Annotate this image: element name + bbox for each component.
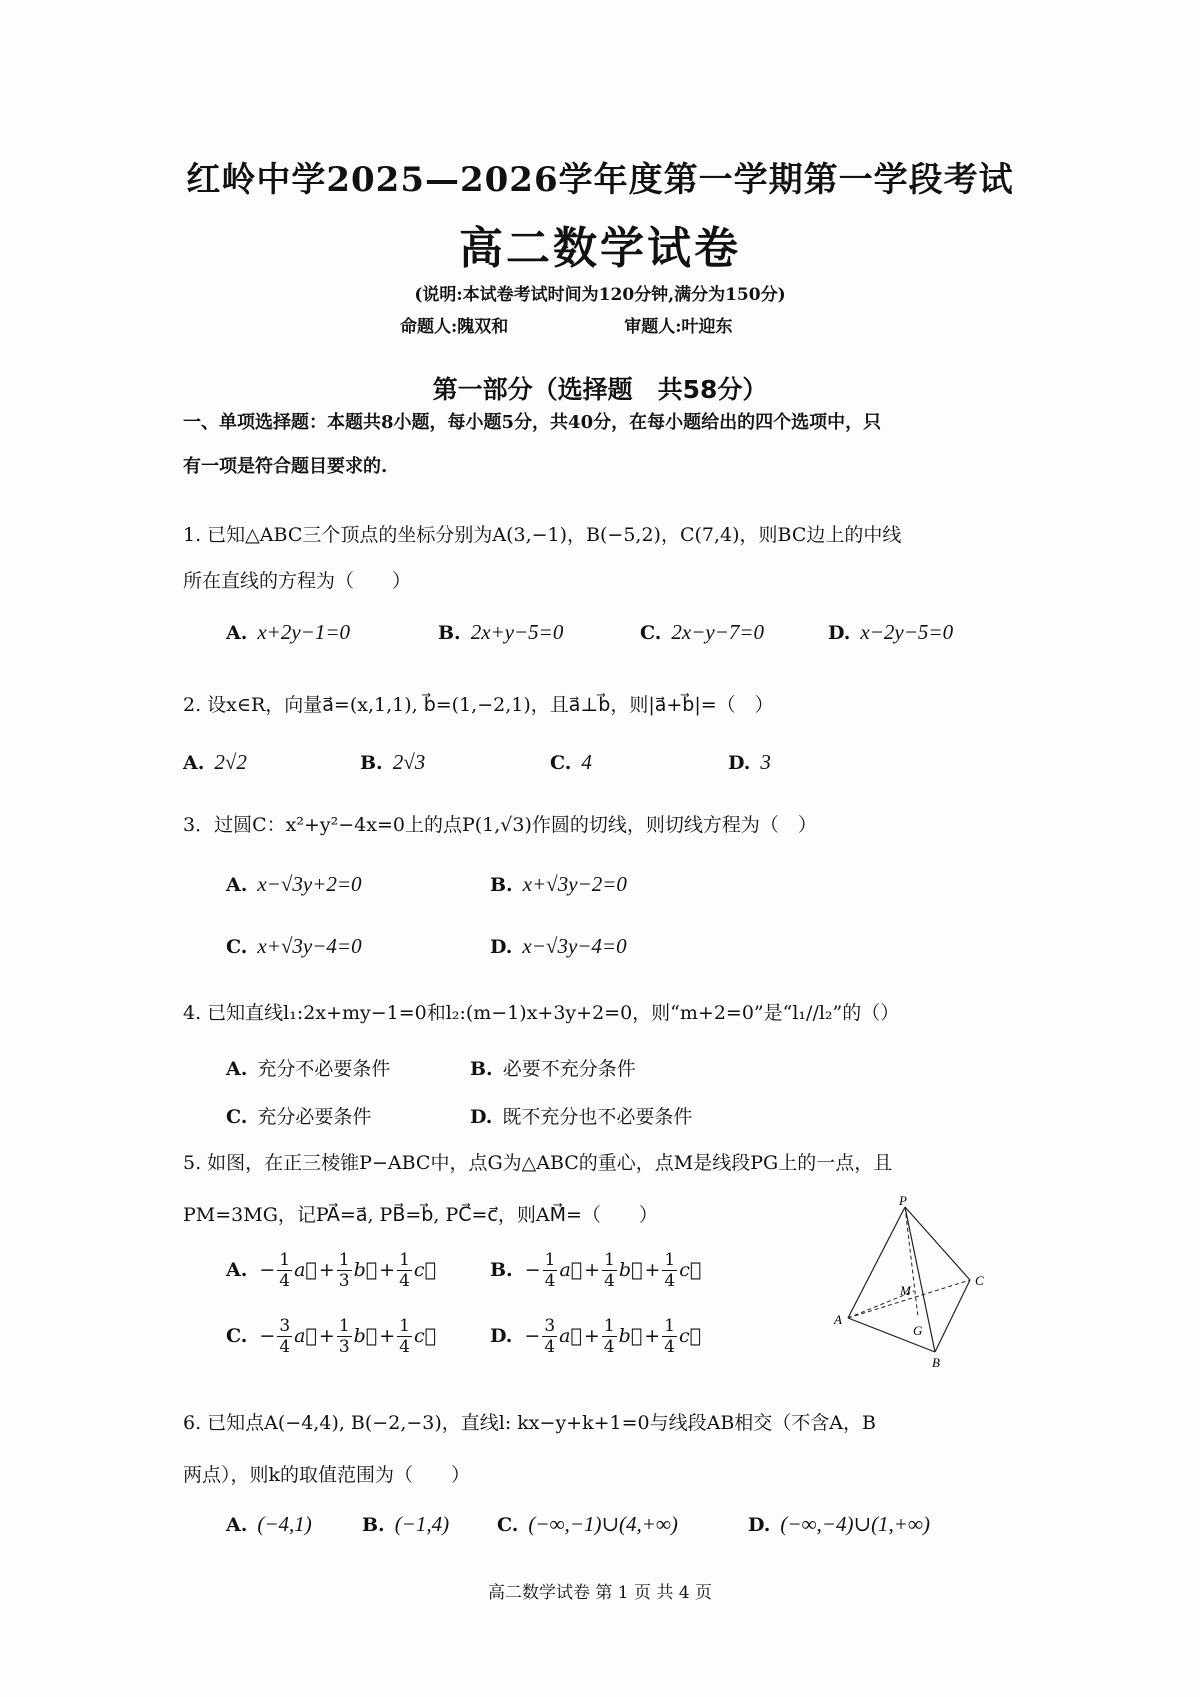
term-sign: + xyxy=(583,1324,600,1347)
section-instruction-line1: 一、单项选择题：本题共8小题，每小题5分，共40分，在每小题给出的四个选项中，只 xyxy=(183,412,882,433)
q1-option-b: B. 2x+y−5=0 xyxy=(438,620,564,644)
label-m: M xyxy=(900,1283,911,1298)
term-sign: − xyxy=(259,1324,276,1347)
vector-symbol: c⃗ xyxy=(413,1258,436,1281)
q4-stem: 4. 已知直线l₁:2x+my−1=0和l₂:(m−1)x+3y+2=0，则“m+2=0”是“l₁//l₂”的（） xyxy=(183,1002,900,1024)
term-sign: + xyxy=(379,1324,396,1347)
q6-option-a: A. (−4,1) xyxy=(226,1512,312,1536)
paper-title: 高二数学试卷 xyxy=(459,223,741,274)
q2-stem: 2. 设x∈R，向量a⃗=(x,1,1), b⃗=(1,−2,1)，且a⃗⊥b⃗，则|a⃗+b⃗|=（ ） xyxy=(183,694,774,716)
q1-stem-line1: 1. 已知△ABC三个顶点的坐标分别为A(3,−1)，B(−5,2)，C(7,4)，则BC边上的中线 xyxy=(183,524,902,546)
q3-stem: 3．过圆C：x²+y²−4x=0上的点P(1,√3)作圆的切线，则切线方程为（ ） xyxy=(183,814,817,836)
fraction: $\frac{1}{3}$ xyxy=(338,1250,350,1291)
q6-option-b: B. (−1,4) xyxy=(362,1512,450,1536)
fraction: $\frac{1}{4}$ xyxy=(399,1250,410,1291)
edge-bc xyxy=(935,1280,970,1352)
authors-line xyxy=(400,312,732,337)
q2-option-d: D. 3 xyxy=(728,750,771,774)
term-sign: + xyxy=(318,1258,335,1281)
q3-option-d: D. x−√3y−4=0 xyxy=(490,934,627,958)
q5-stem-line2: PM=3MG，记PA⃗=a⃗, PB⃗=b⃗, PC⃗=c⃗，则AM⃗=（ ） xyxy=(183,1204,658,1226)
q5-option-c: C. − $\frac{3}{4}$ a⃗ + $\frac{1}{3}$ b⃗ + $\frac{1}{4}$ c⃗ xyxy=(226,1316,437,1357)
label-a: A xyxy=(834,1312,842,1327)
q6-option-c: C. (−∞,−1)∪(4,+∞) xyxy=(497,1512,678,1536)
exam-note: (说明:本试卷考试时间为120分钟,满分为150分) xyxy=(414,285,786,305)
term-sign: + xyxy=(644,1324,661,1347)
vector-symbol: b⃗ xyxy=(618,1258,643,1281)
term-sign: + xyxy=(644,1258,661,1281)
fraction: $\frac{1}{4}$ xyxy=(544,1250,556,1291)
q6-stem-line2: 两点），则k的取值范围为（ ） xyxy=(183,1464,471,1486)
q1-option-a: A. x+2y−1=0 xyxy=(226,620,351,644)
q6-stem-line1: 6. 已知点A(−4,4), B(−2,−3)，直线l: kx−y+k+1=0与线段AB相交（不含A，B xyxy=(183,1412,876,1434)
vector-symbol: c⃗ xyxy=(678,1324,702,1347)
label-g: G xyxy=(913,1323,923,1338)
page-footer: 高二数学试卷 第 1 页 共 4 页 xyxy=(487,1583,713,1603)
part-title: 第一部分（选择题 共58分） xyxy=(432,375,768,404)
term-sign: + xyxy=(318,1324,335,1347)
fraction: $\frac{1}{4}$ xyxy=(604,1250,615,1291)
term-sign: − xyxy=(524,1258,541,1281)
vector-symbol: b⃗ xyxy=(618,1324,643,1347)
reviewer: 审题人:叶迎东 xyxy=(624,317,733,337)
label-p: P xyxy=(899,1195,907,1208)
q4-option-c: C. 充分必要条件 xyxy=(226,1106,372,1128)
author: 命题人:隗双和 xyxy=(400,317,509,337)
q1-option-d: D. x−2y−5=0 xyxy=(828,620,954,644)
q4-option-d: D. 既不充分也不必要条件 xyxy=(470,1106,693,1128)
fraction: $\frac{1}{4}$ xyxy=(603,1316,615,1357)
term-sign: + xyxy=(584,1258,601,1281)
term-sign: − xyxy=(524,1324,541,1347)
term-sign: + xyxy=(379,1258,396,1281)
q1-option-c: C. 2x−y−7=0 xyxy=(640,620,765,644)
q1-stem-line2: 所在直线的方程为（ ） xyxy=(183,570,412,592)
q4-option-a: A. 充分不必要条件 xyxy=(226,1058,391,1080)
q5-option-a: A. − $\frac{1}{4}$ a⃗ + $\frac{1}{3}$ b⃗ + $\frac{1}{4}$ c⃗ xyxy=(226,1250,436,1291)
q2-option-a: A. 2√2 xyxy=(183,750,247,774)
q5-option-d: D. − $\frac{3}{4}$ a⃗ + $\frac{1}{4}$ b⃗ + $\frac{1}{4}$ c⃗ xyxy=(490,1316,702,1357)
vector-symbol: a⃗ xyxy=(559,1324,582,1347)
q2-option-c: C. 4 xyxy=(550,750,592,774)
q2-option-b: B. 2√3 xyxy=(360,750,426,774)
fraction: $\frac{1}{4}$ xyxy=(399,1316,410,1357)
pyramid-figure xyxy=(830,1195,1000,1370)
vector-symbol: a⃗ xyxy=(294,1324,317,1347)
section-instruction-line2: 有一项是符合题目要求的. xyxy=(183,456,388,477)
q3-option-c: C. x+√3y−4=0 xyxy=(226,934,362,958)
q5-stem-line1: 5. 如图，在正三棱锥P−ABC中，点G为△ABC的重心，点M是线段PG上的一点，且 xyxy=(183,1152,893,1174)
vector-symbol: c⃗ xyxy=(413,1324,437,1347)
q3-option-b: B. x+√3y−2=0 xyxy=(490,872,627,896)
fraction: $\frac{1}{3}$ xyxy=(338,1316,350,1357)
edge-pa xyxy=(848,1207,905,1318)
fraction: $\frac{1}{4}$ xyxy=(664,1250,676,1291)
vector-symbol: a⃗ xyxy=(559,1258,583,1281)
fraction: $\frac{1}{4}$ xyxy=(664,1316,675,1357)
vector-symbol: b⃗ xyxy=(353,1324,378,1347)
vector-symbol: a⃗ xyxy=(294,1258,317,1281)
q4-option-b: B. 必要不充分条件 xyxy=(470,1058,636,1080)
term-sign: − xyxy=(259,1258,276,1281)
q6-option-d: D. (−∞,−4)∪(1,+∞) xyxy=(748,1512,930,1536)
label-b: B xyxy=(932,1355,940,1370)
vector-symbol: c⃗ xyxy=(679,1258,702,1281)
edge-pc xyxy=(905,1207,970,1280)
label-c: C xyxy=(975,1273,984,1288)
fraction: $\frac{3}{4}$ xyxy=(279,1316,291,1357)
school-exam-title: 红岭中学2025—2026学年度第一学期第一学段考试 xyxy=(186,160,1014,200)
q5-option-b: B. − $\frac{1}{4}$ a⃗ + $\frac{1}{4}$ b⃗ + $\frac{1}{4}$ c⃗ xyxy=(490,1250,702,1291)
fraction: $\frac{1}{4}$ xyxy=(279,1250,291,1291)
vector-symbol: b⃗ xyxy=(353,1258,378,1281)
q3-option-a: A. x−√3y+2=0 xyxy=(226,872,362,896)
fraction: $\frac{3}{4}$ xyxy=(544,1316,556,1357)
